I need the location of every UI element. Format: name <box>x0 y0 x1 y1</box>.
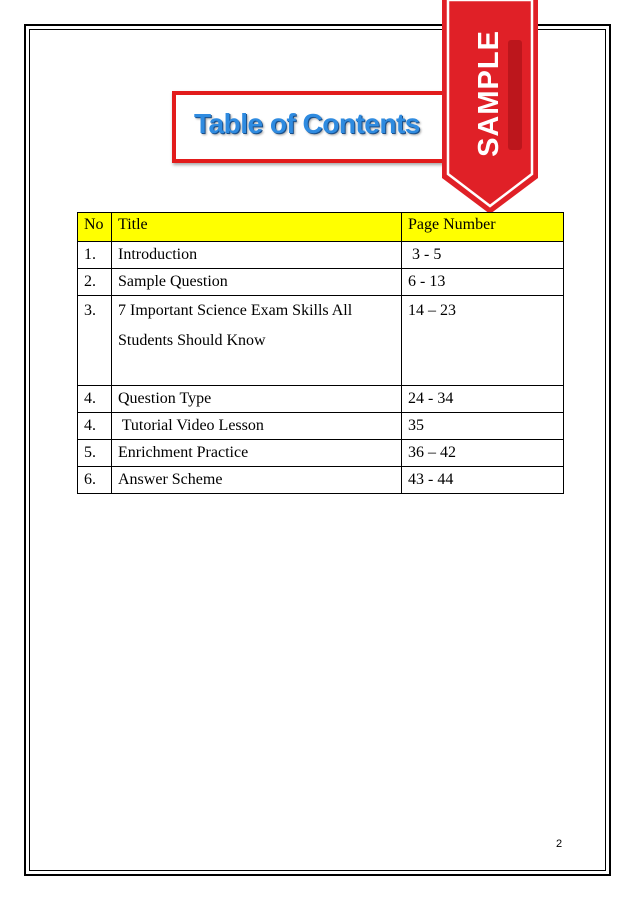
row-title: Question Type <box>112 386 402 413</box>
table-row <box>78 467 564 494</box>
table-row <box>78 269 564 296</box>
row-title: 7 Important Science Exam Skills All Students Should Know <box>112 296 402 386</box>
header-title: Title <box>112 213 402 242</box>
row-no: 1. <box>78 242 112 269</box>
row-pages: 24 - 34 <box>402 386 564 413</box>
row-pages: 35 <box>402 413 564 440</box>
row-title: Answer Scheme <box>112 467 402 494</box>
header-no: No <box>78 213 112 242</box>
page-number: 2 <box>556 838 563 850</box>
row-no: 4. <box>78 413 112 440</box>
row-title: Enrichment Practice <box>112 440 402 467</box>
contents-table <box>77 212 564 494</box>
table-row <box>78 413 564 440</box>
row-no: 6. <box>78 467 112 494</box>
row-no: 2. <box>78 269 112 296</box>
row-title: Sample Question <box>112 269 402 296</box>
sample-label: SAMPLE <box>472 29 505 157</box>
row-pages: 43 - 44 <box>402 467 564 494</box>
row-title: Tutorial Video Lesson <box>112 413 402 440</box>
table-header-row <box>78 213 564 242</box>
table-row <box>78 386 564 413</box>
row-pages: 6 - 13 <box>402 269 564 296</box>
row-no: 4. <box>78 386 112 413</box>
row-no: 3. <box>78 296 112 386</box>
row-no: 5. <box>78 440 112 467</box>
page-title: Table of Contents <box>194 108 420 139</box>
table-row <box>78 440 564 467</box>
table-row <box>78 296 564 386</box>
row-pages: 3 - 5 <box>402 242 564 269</box>
header-page-number: Page Number <box>402 213 564 242</box>
row-title: Introduction <box>112 242 402 269</box>
row-pages: 36 – 42 <box>402 440 564 467</box>
table-row <box>78 242 564 269</box>
sample-watermark <box>445 28 533 158</box>
row-pages: 14 – 23 <box>402 296 564 386</box>
